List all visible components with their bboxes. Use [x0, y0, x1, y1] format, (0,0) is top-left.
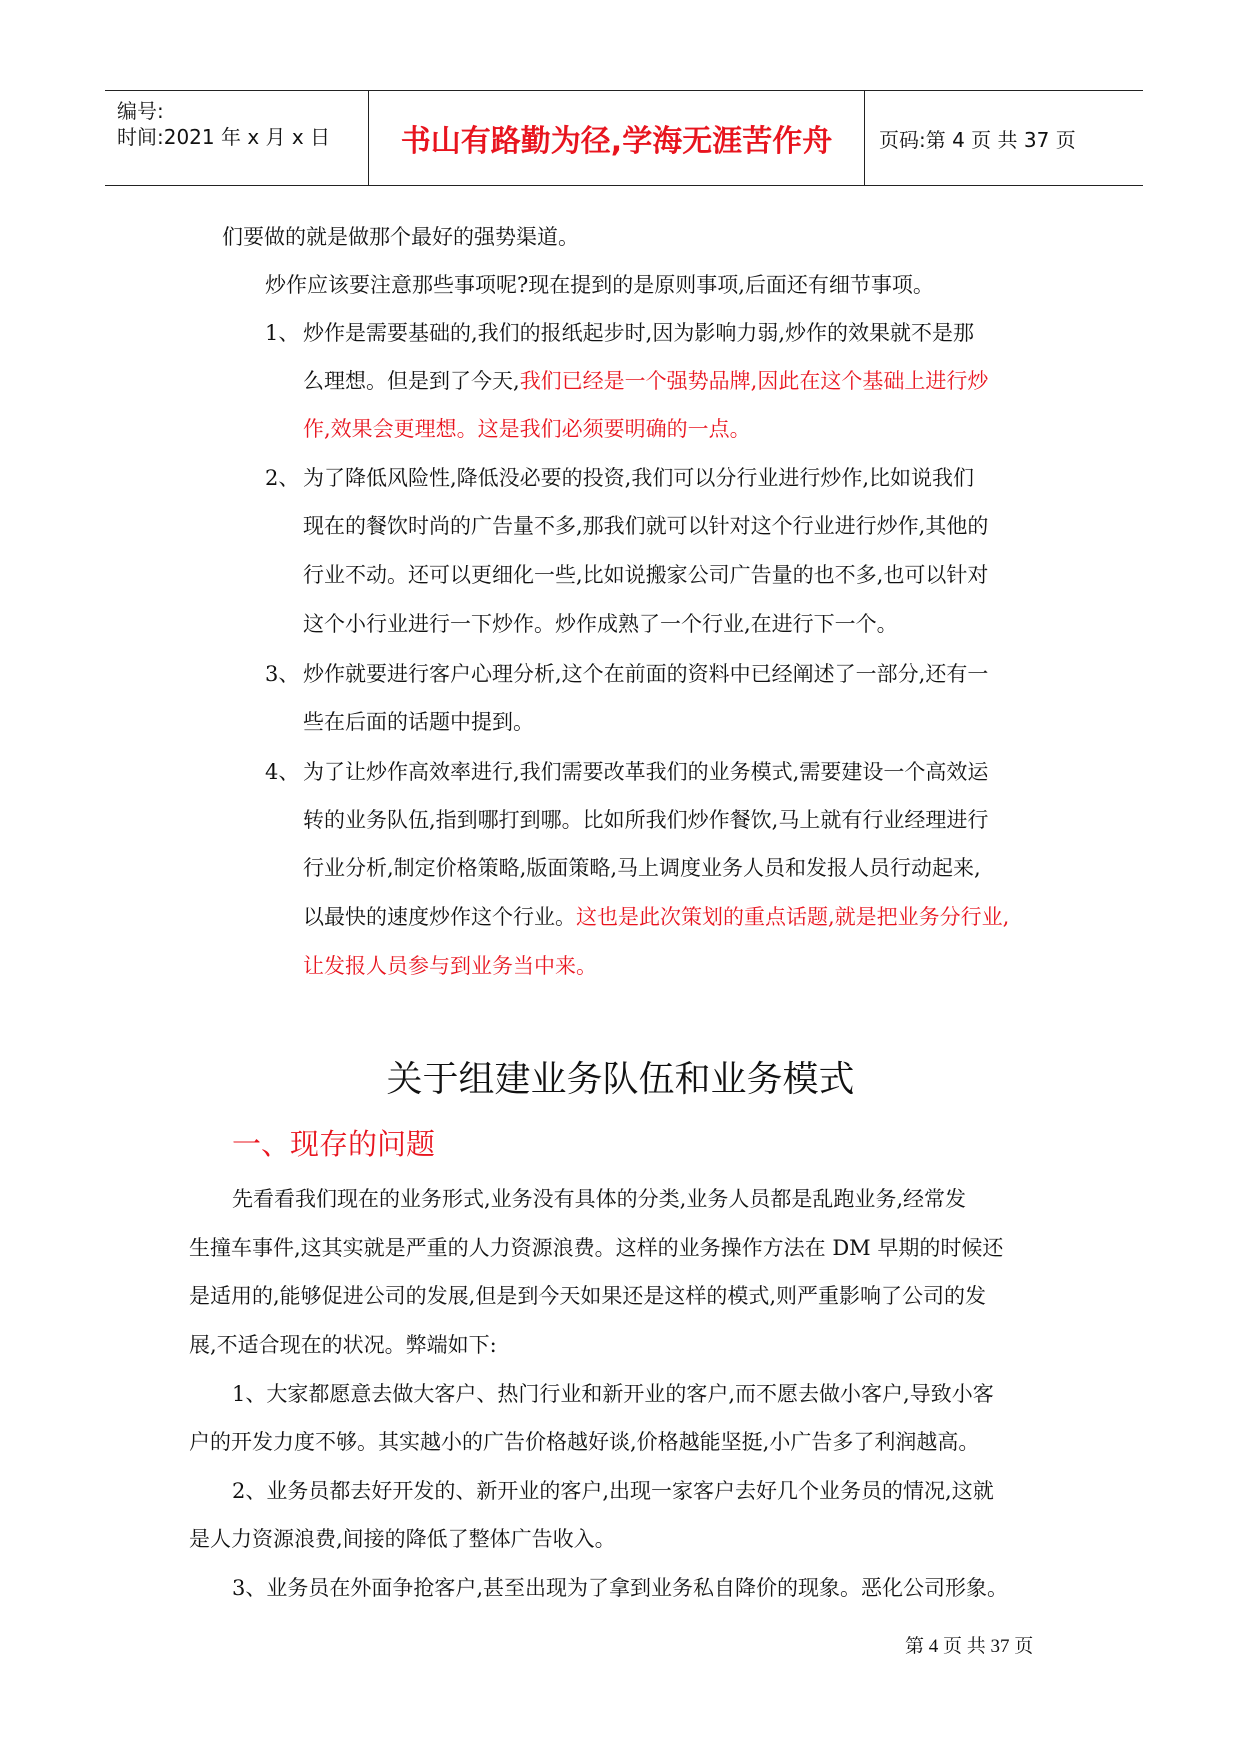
doc-code-label: 编号:	[117, 99, 164, 123]
highlight-text: 我们已经是一个强势品牌,因此在这个基础上进行炒	[519, 369, 989, 393]
list-number: 3、	[265, 662, 300, 686]
header-page-cell	[865, 91, 1143, 185]
paragraph-line: 户的开发力度不够。其实越小的广告价格越好谈,价格越能坚挺,小广告多了利润越高。	[189, 1430, 980, 1454]
list-item-line: 现在的餐饮时尚的广告量不多,那我们就可以针对这个行业进行炒作,其他的	[303, 514, 989, 538]
paragraph-line: 2、业务员都去好开发的、新开业的客户,出现一家客户去好几个业务员的情况,这就	[232, 1479, 994, 1503]
list-item-line: 以最快的速度炒作这个行业。这也是此次策划的重点话题,就是把业务分行业,	[303, 905, 1010, 929]
highlight-line: 让发报人员参与到业务当中来。	[303, 954, 597, 978]
section-subtitle: 一、现存的问题	[232, 1127, 436, 1161]
list-item-line: 炒作是需要基础的,我们的报纸起步时,因为影响力弱,炒作的效果就不是那	[303, 321, 975, 345]
section-title: 关于组建业务队伍和业务模式	[386, 1059, 855, 1100]
list-item-line: 行业不动。还可以更细化一些,比如说搬家公司广告量的也不多,也可以针对	[303, 563, 989, 587]
list-item-line: 转的业务队伍,指到哪打到哪。比如所我们炒作餐饮,马上就有行业经理进行	[303, 808, 989, 832]
list-number: 1、	[265, 321, 300, 345]
header-motto: 书山有路勤为径,学海无涯苦作舟	[400, 124, 833, 159]
list-item-line: 么理想。但是到了今天,我们已经是一个强势品牌,因此在这个基础上进行炒	[303, 369, 989, 393]
paragraph-line: 们要做的就是做那个最好的强势渠道。	[222, 225, 579, 249]
list-item-line: 些在后面的话题中提到。	[303, 710, 534, 734]
paragraph-line: 3、业务员在外面争抢客户,甚至出现为了拿到业务私自降价的现象。恶化公司形象。	[232, 1576, 1009, 1600]
paragraph-line: 炒作应该要注意那些事项呢?现在提到的是原则事项,后面还有细节事项。	[265, 273, 934, 297]
highlight-text: 这也是此次策划的重点话题,就是把业务分行业,	[576, 905, 1010, 929]
doc-time-label: 时间:2021 年 x 月 x 日	[117, 125, 331, 149]
list-item-line: 这个小行业进行一下炒作。炒作成熟了一个行业,在进行下一个。	[303, 612, 898, 636]
list-item-line: 为了让炒作高效率进行,我们需要改革我们的业务模式,需要建设一个高效运	[303, 760, 989, 784]
list-item-line: 行业分析,制定价格策略,版面策略,马上调度业务人员和发报人员行动起来,	[303, 856, 981, 880]
header-page-label: 页码:第 4 页 共 37 页	[879, 127, 1076, 152]
list-number: 2、	[265, 466, 300, 490]
paragraph-line: 是适用的,能够促进公司的发展,但是到今天如果还是这样的模式,则严重影响了公司的发	[189, 1284, 987, 1308]
page-footer: 第 4 页 共 37 页	[905, 1636, 1034, 1657]
highlight-line: 作,效果会更理想。这是我们必须要明确的一点。	[303, 417, 751, 441]
list-item-line: 炒作就要进行客户心理分析,这个在前面的资料中已经阐述了一部分,还有一	[303, 662, 989, 686]
list-item-line: 为了降低风险性,降低没必要的投资,我们可以分行业进行炒作,比如说我们	[303, 466, 975, 490]
list-number: 4、	[265, 760, 300, 784]
paragraph-line: 1、大家都愿意去做大客户、热门行业和新开业的客户,而不愿去做小客户,导致小客	[232, 1382, 994, 1406]
header-left-cell	[105, 91, 369, 185]
paragraph-line: 生撞车事件,这其实就是严重的人力资源浪费。这样的业务操作方法在 DM 早期的时候还	[189, 1236, 1004, 1260]
paragraph-line: 是人力资源浪费,间接的降低了整体广告收入。	[189, 1527, 616, 1551]
header-motto-cell	[369, 91, 865, 185]
paragraph-line: 先看看我们现在的业务形式,业务没有具体的分类,业务人员都是乱跑业务,经常发	[232, 1187, 967, 1211]
page-header	[105, 90, 1143, 186]
paragraph-line: 展,不适合现在的状况。弊端如下:	[189, 1333, 497, 1357]
